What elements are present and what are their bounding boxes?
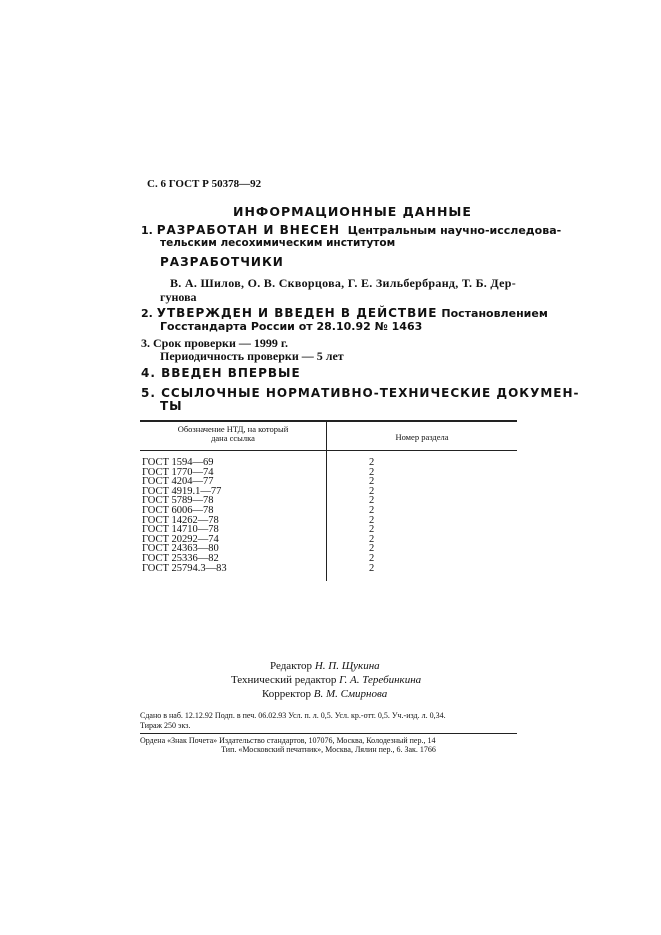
item-text-2: тельским лесохимическим институтом	[160, 237, 396, 249]
designation-cell: ГОСТ 25336—82	[142, 553, 219, 564]
item-head-2: ТЫ	[160, 399, 183, 413]
section-cell: 2	[369, 514, 375, 526]
designation-cell: ГОСТ 1770—74	[142, 466, 214, 478]
item-head: УТВЕРЖДЕН И ВВЕДЕН В ДЕЙСТВИЕ	[156, 306, 438, 320]
table-header-rule	[140, 450, 517, 451]
imprint-line-2: Тираж 250 экз.	[140, 721, 191, 730]
section-title: ИНФОРМАЦИОННЫЕ ДАННЫЕ	[233, 204, 472, 219]
developers-line-1: В. А. Шилов, О. В. Скворцова, Г. Е. Зильбербранд, Т. Б. Дер-	[170, 276, 517, 290]
item-num: 3.	[141, 336, 150, 350]
item-head: ВВЕДЕН ВПЕРВЫЕ	[161, 366, 301, 380]
imprint-line-1: Сдано в наб. 12.12.92 Подп. в печ. 06.02.93 Усл. п. л. 0,5. Усл. кр.-отт. 0,5. Уч.-изд. л. 0,34.	[140, 711, 446, 720]
item-num: 1.	[141, 224, 153, 237]
item-num: 5.	[141, 386, 156, 400]
credit-name: Г. А. Теребинкина	[339, 674, 422, 686]
credit-line	[231, 674, 421, 686]
item-text: Срок проверки — 1999 г.	[153, 336, 288, 350]
developers-heading: РАЗРАБОТЧИКИ	[160, 255, 284, 269]
item-4	[141, 366, 301, 380]
item-text: Постановлением	[441, 307, 548, 320]
imprint-line-3: Ордена «Знак Почета» Издательство стандартов, 107076, Москва, Колодезный пер., 14	[140, 736, 436, 745]
item-head: РАЗРАБОТАН И ВНЕСЕН	[156, 223, 341, 237]
table-header-section: Номер раздела	[395, 432, 449, 442]
section-cell: 2	[369, 524, 375, 536]
item-head: ССЫЛОЧНЫЕ НОРМАТИВНО-ТЕХНИЧЕСКИЕ ДОКУМЕН-	[161, 386, 580, 400]
developers-line-2: гунова	[160, 290, 197, 304]
designation-cell: ГОСТ 24363—80	[142, 543, 219, 555]
table-top-rule	[140, 420, 517, 422]
section-cell: 2	[369, 543, 375, 555]
item-num: 2.	[141, 307, 153, 320]
designation-cell: ГОСТ 1594—69	[142, 457, 214, 468]
table-column-divider	[326, 421, 327, 581]
credit-line	[270, 660, 380, 672]
section-cell: 2	[369, 562, 375, 574]
section-cell: 2	[369, 495, 375, 507]
imprint-line-4: Тип. «Московский печатник», Москва, Лялин пер., 6. Зак. 1766	[221, 745, 436, 754]
credit-line	[262, 688, 387, 700]
section-cell: 2	[369, 485, 375, 497]
designation-cell: ГОСТ 20292—74	[142, 533, 219, 545]
credit-name: Н. П. Щукина	[314, 660, 380, 672]
designation-cell: ГОСТ 6006—78	[142, 505, 214, 516]
designation-cell: ГОСТ 4919.1—77	[142, 485, 222, 497]
credit-name: В. М. Смирнова	[313, 688, 388, 700]
credit-role: Корректор	[262, 688, 312, 700]
section-cell: 2	[369, 457, 375, 468]
imprint-rule	[140, 733, 517, 734]
section-cell: 2	[369, 505, 375, 516]
item-text: Центральным научно-исследова-	[347, 224, 562, 237]
section-cell: 2	[369, 553, 375, 564]
section-cell: 2	[369, 476, 375, 488]
credit-role: Редактор	[270, 660, 313, 672]
item-num: 4.	[141, 366, 156, 380]
item-text-2: Периодичность проверки — 5 лет	[160, 349, 344, 363]
designation-cell: ГОСТ 25794.3—83	[142, 562, 227, 574]
designation-cell: ГОСТ 4204—77	[142, 476, 214, 488]
table-header-designation: Обозначение НТД, на который дана ссылка	[177, 424, 289, 443]
designation-cell: ГОСТ 14710—78	[142, 524, 219, 536]
section-cell: 2	[369, 533, 375, 545]
designation-cell: ГОСТ 5789—78	[142, 495, 214, 507]
item-text-2: Госстандарта России от 28.10.92 № 1463	[160, 320, 423, 333]
page-header: С. 6 ГОСТ Р 50378—92	[147, 178, 262, 190]
credit-role: Технический редактор	[231, 674, 337, 686]
section-cell: 2	[369, 466, 375, 478]
designation-cell: ГОСТ 14262—78	[142, 514, 219, 526]
